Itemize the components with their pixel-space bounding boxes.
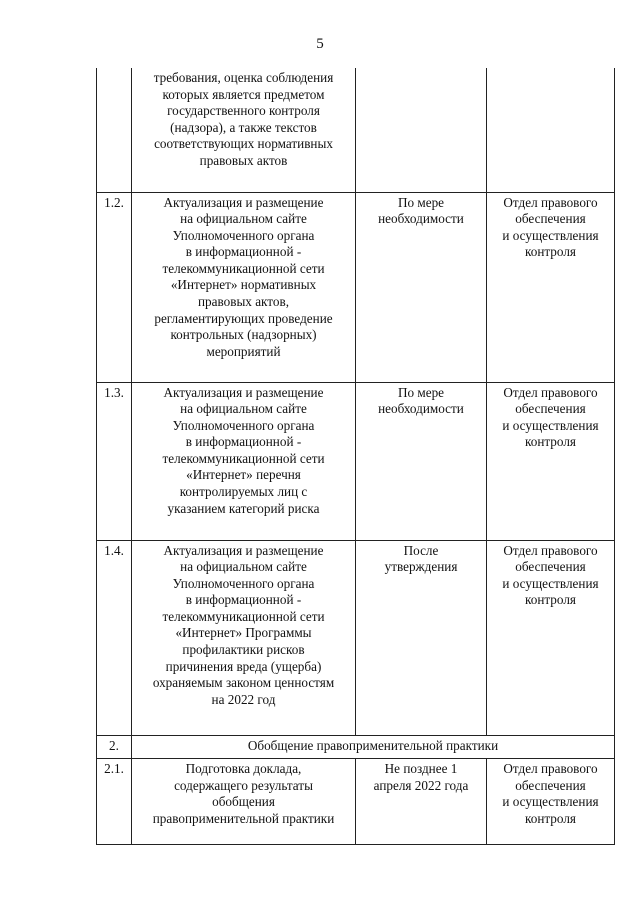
term-cell: После утверждения xyxy=(356,540,487,735)
row-number: 1.3. xyxy=(97,382,132,540)
table-row xyxy=(97,382,615,540)
table-row xyxy=(97,540,615,735)
term-cell: По мере необходимости xyxy=(356,382,487,540)
action-cell: Актуализация и размещение на официальном сайте Уполномоченного органа в информационной - телекоммуникационной сети «Интернет» Программы профилактики рисков причинения вреда (ущерба) охраняемым законом ценностям на 2022 год xyxy=(132,540,356,735)
action-cell: Актуализация и размещение на официальном сайте Уполномоченного органа в информационной - телекоммуникационной сети «Интернет» перечня контролируемых лиц с указанием категорий риска xyxy=(132,382,356,540)
row-number xyxy=(97,68,132,192)
responsible-cell: Отдел правового обеспечения и осуществления контроля xyxy=(487,192,615,382)
term-cell xyxy=(356,68,487,192)
responsible-cell: Отдел правового обеспечения и осуществления контроля xyxy=(487,382,615,540)
section-title: Обобщение правоприменительной практики xyxy=(132,735,615,759)
action-cell: Актуализация и размещение на официальном сайте Уполномоченного органа в информационной - телекоммуникационной сети «Интернет» нормативных правовых актов, регламентирующих проведение контрольных (надзорных) мероприятий xyxy=(132,192,356,382)
action-cell: Подготовка доклада, содержащего результаты обобщения правоприменительной практики xyxy=(132,759,356,845)
row-number: 2.1. xyxy=(97,759,132,845)
activities-table xyxy=(96,68,615,845)
table-row xyxy=(97,68,615,192)
action-cell: требования, оценка соблюдения которых является предметом государственного контроля (надзора), а также текстов соответствующих нормативных правовых актов xyxy=(132,68,356,192)
row-number: 1.4. xyxy=(97,540,132,735)
section-row xyxy=(97,735,615,759)
term-cell: По мере необходимости xyxy=(356,192,487,382)
responsible-cell: Отдел правового обеспечения и осуществления контроля xyxy=(487,759,615,845)
term-cell: Не позднее 1 апреля 2022 года xyxy=(356,759,487,845)
responsible-cell xyxy=(487,68,615,192)
responsible-cell: Отдел правового обеспечения и осуществления контроля xyxy=(487,540,615,735)
section-number: 2. xyxy=(97,735,132,759)
table-row xyxy=(97,759,615,845)
page-number: 5 xyxy=(316,36,324,52)
row-number: 1.2. xyxy=(97,192,132,382)
table-row xyxy=(97,192,615,382)
